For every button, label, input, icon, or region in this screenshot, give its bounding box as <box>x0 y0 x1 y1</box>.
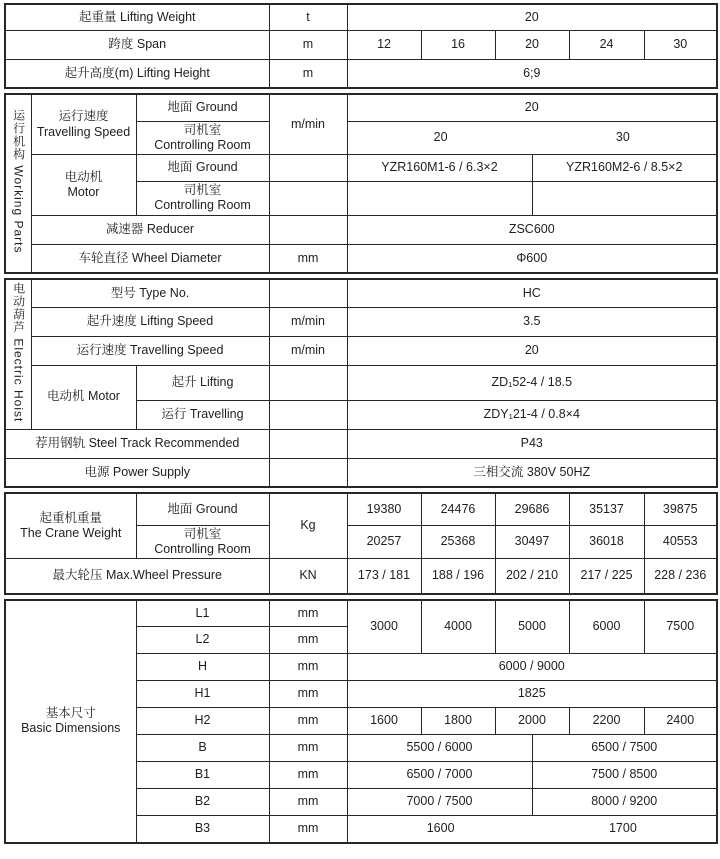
table-electric-hoist <box>4 278 718 488</box>
wheel-pressure-label: 最大轮压 Max.Wheel Pressure <box>5 559 269 594</box>
steel-track-label: 荐用钢轨 Steel Track Recommended <box>5 429 269 458</box>
dim-b3-right: 1700 <box>608 821 637 836</box>
dim-b-label: B <box>136 735 269 762</box>
dim-b2-left: 7000 / 7500 <box>347 789 532 816</box>
dim-b1-right: 7500 / 8500 <box>532 762 717 789</box>
lifting-weight-label: 起重量 Lifting Weight <box>5 4 269 30</box>
dim-h1-value: 1825 <box>347 681 717 708</box>
power-supply-unit <box>269 458 347 487</box>
dim-h-label: H <box>136 654 269 681</box>
span-value-3: 20 <box>495 30 569 59</box>
reducer-unit <box>269 215 347 244</box>
crane-weight-label: 起重机重量 The Crane Weight <box>5 493 136 559</box>
table-working-parts <box>4 93 718 274</box>
wheel-pressure-4: 217 / 225 <box>569 559 644 594</box>
crane-weight-room-1: 20257 <box>347 525 421 559</box>
dim-h2-unit: mm <box>269 708 347 735</box>
dim-b2-right: 8000 / 9200 <box>532 789 717 816</box>
dim-b3-left: 1600 <box>426 821 455 836</box>
crane-weight-room-2: 25368 <box>421 525 495 559</box>
table-basic-dimensions <box>4 599 718 844</box>
power-supply-value: 三相交流 380V 50HZ <box>347 458 717 487</box>
hoist-motor-lifting-unit <box>269 365 347 400</box>
dim-h2-label: H2 <box>136 708 269 735</box>
travelling-speed-room-right: 30 <box>615 130 630 145</box>
dim-b1-left: 6500 / 7000 <box>347 762 532 789</box>
crane-weight-room-label: 司机室 Controlling Room <box>136 525 269 559</box>
steel-track-value: P43 <box>347 429 717 458</box>
travelling-speed-room-left: 20 <box>433 130 448 145</box>
dim-h2-value-2: 1800 <box>421 708 495 735</box>
dim-h-value: 6000 / 9000 <box>347 654 717 681</box>
reducer-value: ZSC600 <box>347 215 717 244</box>
hoist-travelling-speed-unit: m/min <box>269 336 347 365</box>
working-motor-ground-left: YZR160M1-6 / 6.3×2 <box>347 155 532 182</box>
lifting-height-unit: m <box>269 59 347 88</box>
dim-h2-value-3: 2000 <box>495 708 569 735</box>
crane-weight-ground-2: 24476 <box>421 493 495 525</box>
dim-h2-value-5: 2400 <box>644 708 717 735</box>
steel-track-unit <box>269 429 347 458</box>
wheel-pressure-5: 228 / 236 <box>644 559 717 594</box>
travelling-speed-room-values <box>347 121 717 155</box>
lifting-weight-unit: t <box>269 4 347 30</box>
dim-l-value-3: 5000 <box>495 600 569 654</box>
power-supply-label: 电源 Power Supply <box>5 458 269 487</box>
span-value-5: 30 <box>644 30 717 59</box>
dim-h2-value-1: 1600 <box>347 708 421 735</box>
dim-b3-values <box>347 816 717 843</box>
crane-weight-ground-5: 39875 <box>644 493 717 525</box>
span-value-4: 24 <box>569 30 644 59</box>
dim-l-value-4: 6000 <box>569 600 644 654</box>
dim-l-value-5: 7500 <box>644 600 717 654</box>
dim-b3-unit: mm <box>269 816 347 843</box>
hoist-travelling-speed-value: 20 <box>347 336 717 365</box>
dim-b-unit: mm <box>269 735 347 762</box>
working-motor-ground-label: 地面 Ground <box>136 155 269 182</box>
dim-b2-label: B2 <box>136 789 269 816</box>
hoist-motor-label: 电动机 Motor <box>31 365 136 429</box>
lifting-height-label: 起升高度(m) Lifting Height <box>5 59 269 88</box>
dim-h1-label: H1 <box>136 681 269 708</box>
travelling-speed-ground-value: 20 <box>347 94 717 121</box>
travelling-speed-room-label: 司机室 Controlling Room <box>136 121 269 155</box>
hoist-lifting-speed-unit: m/min <box>269 307 347 336</box>
crane-weight-room-3: 30497 <box>495 525 569 559</box>
table-crane-weight <box>4 492 718 595</box>
dim-b1-unit: mm <box>269 762 347 789</box>
type-no-value: HC <box>347 279 717 307</box>
dim-b-right: 6500 / 7500 <box>532 735 717 762</box>
basic-dimensions-label: 基本尺寸 Basic Dimensions <box>5 600 136 843</box>
span-value-1: 12 <box>347 30 421 59</box>
hoist-motor-lifting-value: ZD₁52-4 / 18.5 <box>347 365 717 400</box>
travelling-speed-ground-label: 地面 Ground <box>136 94 269 121</box>
wheel-diameter-unit: mm <box>269 244 347 273</box>
working-parts-group-label: 运行机构 Working Parts <box>5 94 31 273</box>
hoist-motor-travelling-value: ZDY₁21-4 / 0.8×4 <box>347 400 717 429</box>
crane-weight-ground-4: 35137 <box>569 493 644 525</box>
dim-l-value-1: 3000 <box>347 600 421 654</box>
type-no-unit <box>269 279 347 307</box>
dim-b-left: 5500 / 6000 <box>347 735 532 762</box>
wheel-diameter-label: 车轮直径 Wheel Diameter <box>31 244 269 273</box>
wheel-pressure-3: 202 / 210 <box>495 559 569 594</box>
working-motor-room-right <box>532 182 717 216</box>
lifting-height-value: 6;9 <box>347 59 717 88</box>
lifting-weight-value: 20 <box>347 4 717 30</box>
dim-l2-unit: mm <box>269 627 347 654</box>
hoist-travelling-speed-label: 运行速度 Travelling Speed <box>31 336 269 365</box>
hoist-motor-lifting-label: 起升 Lifting <box>136 365 269 400</box>
dim-b3-label: B3 <box>136 816 269 843</box>
crane-weight-unit: Kg <box>269 493 347 559</box>
dim-h-unit: mm <box>269 654 347 681</box>
dim-h1-unit: mm <box>269 681 347 708</box>
crane-weight-ground-1: 19380 <box>347 493 421 525</box>
working-motor-room-left <box>347 182 532 216</box>
working-motor-label: 电动机 Motor <box>31 155 136 216</box>
working-motor-room-unit <box>269 182 347 216</box>
working-motor-ground-unit <box>269 155 347 182</box>
dim-l1-unit: mm <box>269 600 347 627</box>
span-unit: m <box>269 30 347 59</box>
electric-hoist-group-label: 电动葫芦 Electric Hoist <box>5 279 31 429</box>
wheel-pressure-unit: KN <box>269 559 347 594</box>
hoist-motor-travelling-label: 运行 Travelling <box>136 400 269 429</box>
working-motor-room-label: 司机室 Controlling Room <box>136 182 269 216</box>
dim-h2-value-4: 2200 <box>569 708 644 735</box>
hoist-lifting-speed-value: 3.5 <box>347 307 717 336</box>
span-value-2: 16 <box>421 30 495 59</box>
wheel-diameter-value: Φ600 <box>347 244 717 273</box>
crane-weight-room-4: 36018 <box>569 525 644 559</box>
dim-b2-unit: mm <box>269 789 347 816</box>
wheel-pressure-2: 188 / 196 <box>421 559 495 594</box>
dim-l2-label: L2 <box>136 627 269 654</box>
dim-l-value-2: 4000 <box>421 600 495 654</box>
type-no-label: 型号 Type No. <box>31 279 269 307</box>
crane-weight-ground-label: 地面 Ground <box>136 493 269 525</box>
table-general <box>4 3 718 89</box>
crane-weight-room-5: 40553 <box>644 525 717 559</box>
hoist-lifting-speed-label: 起升速度 Lifting Speed <box>31 307 269 336</box>
dim-b1-label: B1 <box>136 762 269 789</box>
reducer-label: 减速器 Reducer <box>31 215 269 244</box>
working-motor-ground-right: YZR160M2-6 / 8.5×2 <box>532 155 717 182</box>
travelling-speed-label: 运行速度 Travelling Speed <box>31 94 136 155</box>
crane-weight-ground-3: 29686 <box>495 493 569 525</box>
dim-l1-label: L1 <box>136 600 269 627</box>
hoist-motor-travelling-unit <box>269 400 347 429</box>
travelling-speed-unit: m/min <box>269 94 347 155</box>
wheel-pressure-1: 173 / 181 <box>347 559 421 594</box>
span-label: 跨度 Span <box>5 30 269 59</box>
